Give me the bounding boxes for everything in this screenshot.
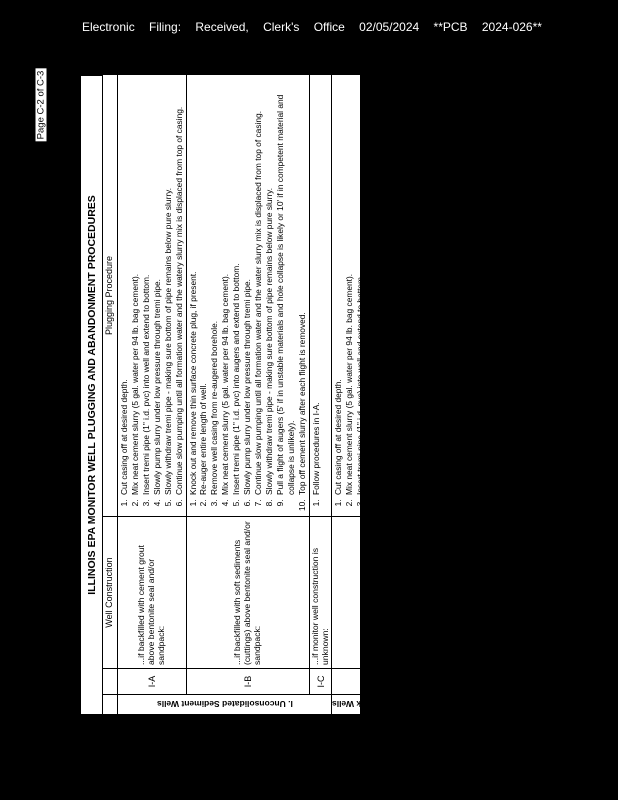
section-label-cell — [118, 695, 332, 715]
table-header-row — [103, 75, 118, 715]
procedure-step: 1. Cut casing off at desired depth. — [333, 78, 344, 497]
procedure-step: 3. Insert tremi pipe (1" i.d. pvc) into well and extend to bottom. — [355, 78, 366, 497]
procedure-steps — [311, 78, 322, 513]
procedure-cell — [186, 75, 309, 517]
procedures-body — [118, 75, 401, 715]
header-word: **PCB — [433, 20, 468, 34]
procedure-step: 4. Slowly pump slurry under low pressure through tremi pipe. — [366, 78, 377, 497]
well-construction-condition: ...All bedrock monitor wells: — [332, 517, 401, 669]
row-id: I-C — [309, 669, 332, 695]
procedure-step: 6. Continue slow pumping until all formation water and the watery slurry mix is displaced from top of casing. — [388, 78, 399, 497]
procedure-steps — [119, 78, 185, 513]
header-word: Clerk's — [263, 20, 300, 34]
row-id: I-B — [186, 669, 309, 695]
procedure-step: 6. Continue slow pumping until all formation water and the watery slurry mix is displaced from top of casing. — [174, 78, 185, 497]
procedure-cell — [118, 75, 187, 517]
header-word: 2024-026** — [481, 20, 542, 34]
blank-header-cell — [103, 695, 118, 715]
procedure-cell — [332, 75, 401, 517]
procedure-step: 4. Slowly pump slurry under low pressure through tremi pipe. — [152, 78, 163, 497]
well-construction-condition: ...if backfilled with cement grout above bentonite seal and/or sandpack: — [118, 517, 187, 669]
procedure-step: 9. Pull a flight of augers (5' if in unstable materials and hole collapse is likely or 10' if in competent material and collapse is unlikely). — [275, 78, 297, 497]
procedure-step: 7. Continue slow pumping until all formation water and the water slurry mix is displaced from top of casing. — [253, 78, 264, 497]
procedure-step: 10. Top off cement slurry after each flight is removed. — [297, 78, 308, 497]
procedure-step: 1. Cut casing off at desired depth. — [119, 78, 130, 497]
header-word: Electronic — [82, 20, 135, 34]
procedure-step: 5. Insert tremi pipe (1" i.d. pvc) into augers and extend to bottom. — [231, 78, 242, 497]
procedure-step: 2. Mix neat cement slurry (5 gal. water per 94 lb. bag cement). — [344, 78, 355, 497]
plugging-procedure-header: Plugging Procedure — [103, 75, 118, 517]
row-id: II-A — [332, 669, 401, 695]
header-word: Received, — [195, 20, 249, 34]
procedure-step: 3. Insert tremi pipe (1" i.d. pvc) into well and extend to bottom. — [141, 78, 152, 497]
header-word: Filing: — [149, 20, 182, 34]
procedure-step: 1. Knock out and remove thin surface concrete plug, if present. — [188, 78, 199, 497]
procedure-step: 3. Remove well casing from re-augered borehole. — [209, 78, 220, 497]
procedure-step: 5. Slowly withdraw tremi pipe - making sure bottom of pipe remains below pure slurry. — [163, 78, 174, 497]
procedure-step: 4. Mix neat cement slurry (5 gal. water per 94 lb. bag cement). — [220, 78, 231, 497]
plugging-procedures-table — [80, 75, 401, 715]
procedure-step: 6. Slowly pump slurry under low pressure through tremi pipe. — [242, 78, 253, 497]
table-row — [332, 75, 401, 715]
procedure-step: 2. Mix neat cement slurry (5 gal. water per 94 lb. bag cement). — [130, 78, 141, 497]
table-row — [186, 75, 309, 715]
table-row — [118, 75, 187, 715]
procedure-steps — [333, 78, 399, 513]
section-label: II. Bedrock Wells — [332, 699, 401, 710]
procedure-cell — [309, 75, 332, 517]
procedure-step: 1. Follow procedures in I-A. — [311, 78, 322, 497]
well-construction-condition: ...if backfilled with soft sediments (cuttings) above bentonite seal and/or sandpack: — [186, 517, 309, 669]
procedure-step: 5. Slowly withdraw tremi pipe making sure bottom of pipe remains below pure slurry. — [377, 78, 388, 497]
section-label-cell — [332, 695, 401, 715]
procedure-step: 8. Slowly withdraw tremi pipe - making sure bottom of pipe remains below pure slurry. — [264, 78, 275, 497]
well-construction-header: Well Construction — [103, 517, 118, 669]
well-construction-condition: ...if monitor well construction is unknown: — [309, 517, 332, 669]
procedures-grid — [102, 74, 401, 715]
procedure-steps — [188, 78, 308, 513]
page-number: Page C-2 of C-3 — [35, 70, 47, 140]
blank-header-cell — [103, 669, 118, 695]
section-label: I. Unconsolidated Sediment Wells — [156, 699, 293, 710]
row-id: I-A — [118, 669, 187, 695]
table-title: ILLINOIS EPA MONITOR WELL PLUGGING AND ABANDONMENT PROCEDURES — [80, 75, 102, 715]
table-row — [309, 75, 332, 715]
header-word: Office — [313, 20, 345, 34]
procedure-step: 2. Re-auger entire length of well. — [198, 78, 209, 497]
filing-header — [82, 20, 542, 34]
header-word: 02/05/2024 — [359, 20, 420, 34]
